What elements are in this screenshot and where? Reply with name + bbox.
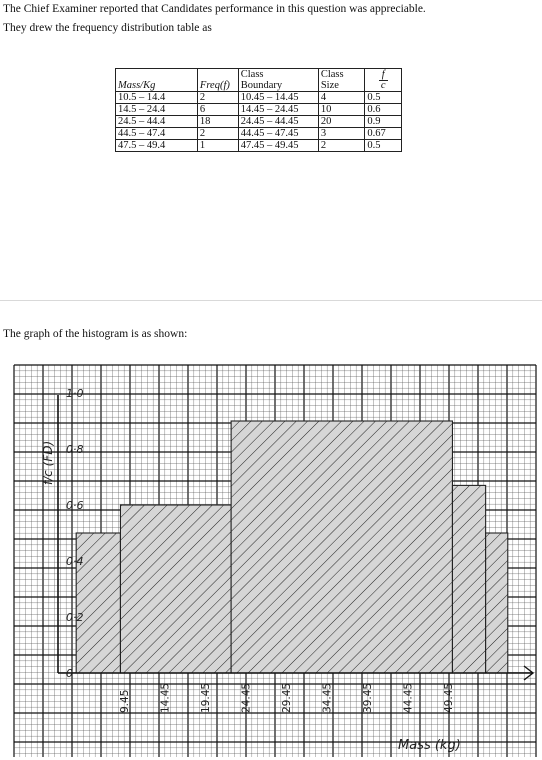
cell-freq: 2	[197, 128, 238, 140]
cell-boundary: 44.45 – 47.45	[238, 128, 318, 140]
cell-fc: 0.5	[365, 140, 402, 152]
histogram-bar	[120, 505, 231, 673]
header-size-line1: Class	[320, 69, 344, 80]
histogram-bar	[486, 533, 508, 673]
intro-line-2: They drew the frequency distribution table as	[3, 22, 212, 34]
x-axis-title: Mass (kg)	[398, 738, 461, 753]
cell-boundary: 47.45 – 49.45	[238, 140, 318, 152]
x-tick-label: 9.45	[119, 689, 131, 713]
x-tick-label: 14.45	[159, 682, 172, 713]
header-size	[318, 69, 364, 92]
cell-fc: 0.67	[365, 128, 402, 140]
cell-mass: 24.5 – 44.4	[116, 116, 198, 128]
x-tick-label: 44.45	[402, 682, 415, 713]
table-header-row	[116, 69, 402, 92]
header-boundary-line2: Boundary	[240, 80, 283, 91]
x-tick-label: 29.45	[281, 682, 293, 713]
header-size-line2: Size	[320, 80, 339, 91]
cell-boundary: 14.45 – 24.45	[238, 104, 318, 116]
cell-fc: 0.6	[365, 104, 402, 116]
table-row	[116, 92, 402, 104]
cell-size: 3	[318, 128, 364, 140]
graph-caption: The graph of the histogram is as shown:	[3, 328, 188, 340]
cell-freq: 2	[197, 92, 238, 104]
intro-line-1: The Chief Examiner reported that Candidates performance in this question was appreciable.	[3, 3, 426, 15]
cell-boundary: 24.45 – 44.45	[238, 116, 318, 128]
y-tick-label: 0·6	[66, 499, 84, 512]
cell-size: 4	[318, 92, 364, 104]
header-fc-numerator: f	[379, 70, 388, 81]
frequency-table	[115, 68, 402, 152]
histogram-bar	[231, 421, 452, 673]
x-tick-label: 24.45	[240, 682, 253, 713]
header-boundary-line1: Class	[240, 69, 264, 80]
header-frequency-density	[365, 69, 402, 92]
y-tick-label: 0·4	[66, 555, 84, 568]
cell-freq: 1	[197, 140, 238, 152]
histogram-bar	[76, 533, 120, 673]
cell-mass: 10.5 – 14.4	[116, 92, 198, 104]
cell-size: 10	[318, 104, 364, 116]
x-tick-label: 49.45	[443, 682, 455, 713]
table-row	[116, 116, 402, 128]
section-divider	[0, 300, 542, 301]
cell-freq: 6	[197, 104, 238, 116]
cell-fc: 0.5	[365, 92, 402, 104]
table-row	[116, 104, 402, 116]
header-boundary	[238, 69, 318, 92]
histogram-graph	[0, 355, 542, 760]
cell-mass: 44.5 – 47.4	[116, 128, 198, 140]
y-tick-label: 0·2	[66, 611, 84, 624]
cell-boundary: 10.45 – 14.45	[238, 92, 318, 104]
cell-mass: 14.5 – 24.4	[116, 104, 198, 116]
histogram-bars	[76, 421, 508, 673]
table-row	[116, 128, 402, 140]
x-tick-label: 39.45	[362, 682, 374, 713]
header-freq: Freq(f)	[197, 69, 238, 92]
x-tick-label: 34.45	[321, 682, 334, 713]
y-tick-label: 1·0	[66, 387, 84, 400]
header-mass: Mass/Kg	[116, 69, 198, 92]
cell-size: 2	[318, 140, 364, 152]
y-axis-title: f/c (FD)	[41, 440, 55, 485]
histogram-bar	[452, 485, 485, 673]
cell-freq: 18	[197, 116, 238, 128]
table-row	[116, 140, 402, 152]
y-tick-label: 0	[66, 667, 73, 680]
cell-mass: 47.5 – 49.4	[116, 140, 198, 152]
x-tick-label: 19.45	[200, 682, 212, 713]
y-tick-label: 0·8	[66, 443, 84, 456]
cell-fc: 0.9	[365, 116, 402, 128]
header-fc-denominator: c	[380, 80, 386, 91]
cell-size: 20	[318, 116, 364, 128]
